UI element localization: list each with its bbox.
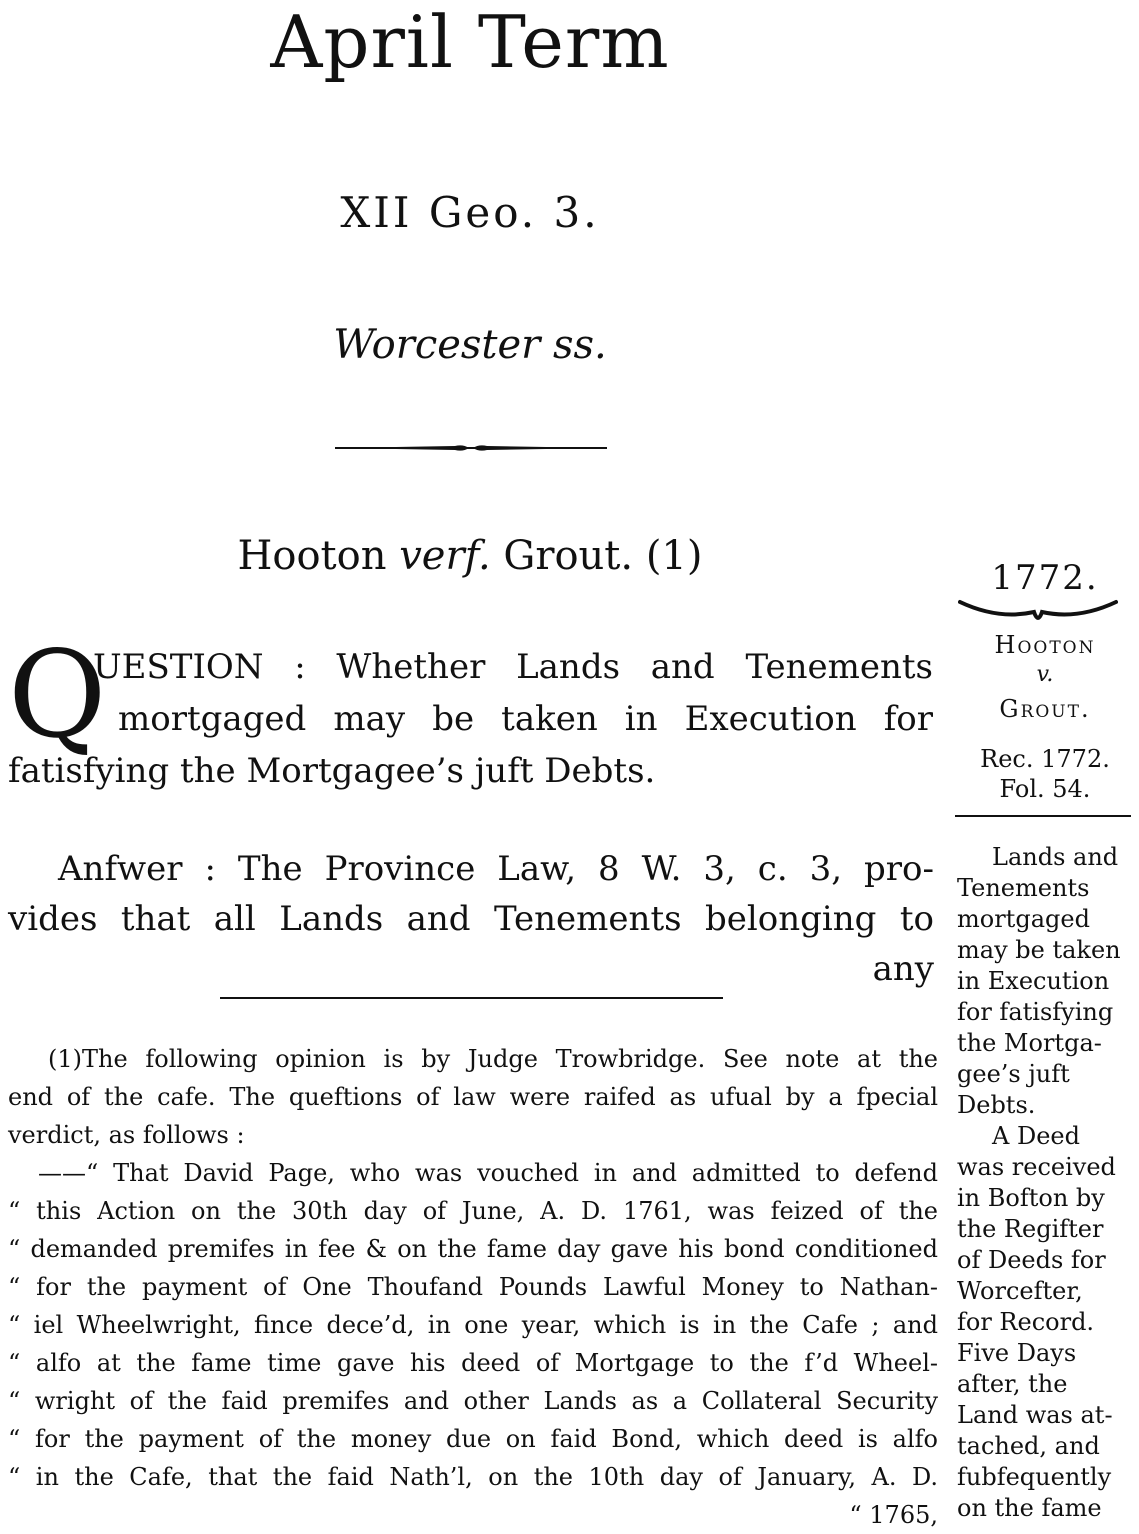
sidenote-line: for fatisfying <box>957 998 1114 1026</box>
drop-cap: Q <box>8 626 107 765</box>
answer-paragraph <box>8 844 934 994</box>
footnote-line: “ alfo at the fame time gave his deed of Mortgage to the f’d Wheel- <box>8 1349 938 1377</box>
case-title <box>0 530 940 582</box>
question-line: UESTION : Whether Lands and Tenements <box>93 647 933 687</box>
sidenote-line: Debts. <box>957 1091 1036 1119</box>
margin-year: 1772. <box>991 558 1099 598</box>
plaintiff-name: Hooton <box>237 533 387 579</box>
sidenote-line: Land was at- <box>957 1401 1113 1429</box>
sidenote-line: Lands and <box>992 843 1119 871</box>
footnote-line: “ iel Wheelwright, fince dece’d, in one year, which is in the Cafe ; and <box>8 1311 938 1339</box>
defendant-name: Grout. <box>503 533 634 579</box>
sidenote-line: Five Days <box>957 1339 1077 1367</box>
margin-party-plaintiff: Hooton <box>994 631 1096 659</box>
footnote-ref: (1) <box>645 533 703 579</box>
footnote-line: “ for the payment of the money due on faid Bond, which deed is alfo <box>8 1425 938 1453</box>
sidenote-line: fubfequently <box>957 1463 1112 1491</box>
footnote-block <box>8 1040 938 1534</box>
page-title: April Term <box>270 0 670 84</box>
footnote-line: “ for the payment of One Thoufand Pounds Lawful Money to Nathan- <box>8 1273 938 1301</box>
county-heading: Worcester ss. <box>333 322 607 368</box>
margin-rule <box>955 815 1131 817</box>
footnote-line: ——“ That David Page, who was vouched in and admitted to defend <box>38 1159 938 1187</box>
footnote-catchword: “ 1765, <box>849 1501 938 1529</box>
sidenote-line: in Bofton by <box>957 1184 1105 1212</box>
footnote-line: end of the cafe. The queftions of law were raifed as ufual by a fpecial <box>8 1083 938 1111</box>
sidenote-line: the Mortga- <box>957 1029 1102 1057</box>
question-line: fatisfying the Mortgagee’s juft Debts. <box>8 751 656 791</box>
margin-folio: Fol. 54. <box>999 775 1091 803</box>
footnote-line: (1)The following opinion is by Judge Trowbridge. See note at the <box>48 1045 938 1073</box>
sidenote-line: after, the <box>957 1370 1068 1398</box>
sidenote-line: was received <box>957 1153 1116 1181</box>
sidenote-line: the Regifter <box>957 1215 1104 1243</box>
sidenote-line: tached, and <box>957 1432 1100 1460</box>
sidenote-line: Tenements <box>957 874 1090 902</box>
margin-record: Rec. 1772. <box>980 745 1110 773</box>
answer-catchword: any <box>872 949 934 989</box>
answer-line: vides that all Lands and Tenements belonging to <box>8 899 934 939</box>
ornamental-rule <box>335 438 607 458</box>
versus-abbrev: verf. <box>399 533 491 579</box>
footnote-line: “ in the Cafe, that the faid Nath’l, on the 10th day of January, A. D. <box>8 1463 938 1491</box>
margin-versus: v. <box>1036 662 1054 687</box>
sidenote-line: gee’s juft <box>957 1060 1070 1088</box>
footnote-rule <box>220 997 723 999</box>
sidenote-line: on the fame <box>957 1494 1102 1522</box>
sidenote-line: Worcefter, <box>957 1277 1083 1305</box>
sidenote-line: mortgaged <box>957 905 1090 933</box>
sidenote-line: in Execution <box>957 967 1110 995</box>
footnote-line: “ wright of the faid premifes and other Lands as a Collateral Security <box>8 1387 938 1415</box>
footnote-line: “ demanded premifes in fee & on the fame day gave his bond conditioned <box>8 1235 938 1263</box>
question-line: mortgaged may be taken in Execution for <box>118 699 933 739</box>
regnal-year: XII Geo. 3. <box>340 188 600 237</box>
margin-brace <box>958 598 1118 626</box>
sidenote-line: of Deeds for <box>957 1246 1106 1274</box>
margin-sidenote <box>957 842 1135 1524</box>
footnote-line: “ this Action on the 30th day of June, A. D. 1761, was feized of the <box>8 1197 938 1225</box>
sidenote-line: A Deed <box>992 1122 1080 1150</box>
margin-record-citation <box>955 744 1135 804</box>
answer-line: Anfwer : The Province Law, 8 W. 3, c. 3, pro- <box>58 849 934 889</box>
sidenote-line: for Record. <box>957 1308 1095 1336</box>
footnote-line: verdict, as follows : <box>8 1121 245 1149</box>
sidenote-line: may be taken <box>957 936 1121 964</box>
margin-party-defendant: Grout. <box>999 695 1091 723</box>
